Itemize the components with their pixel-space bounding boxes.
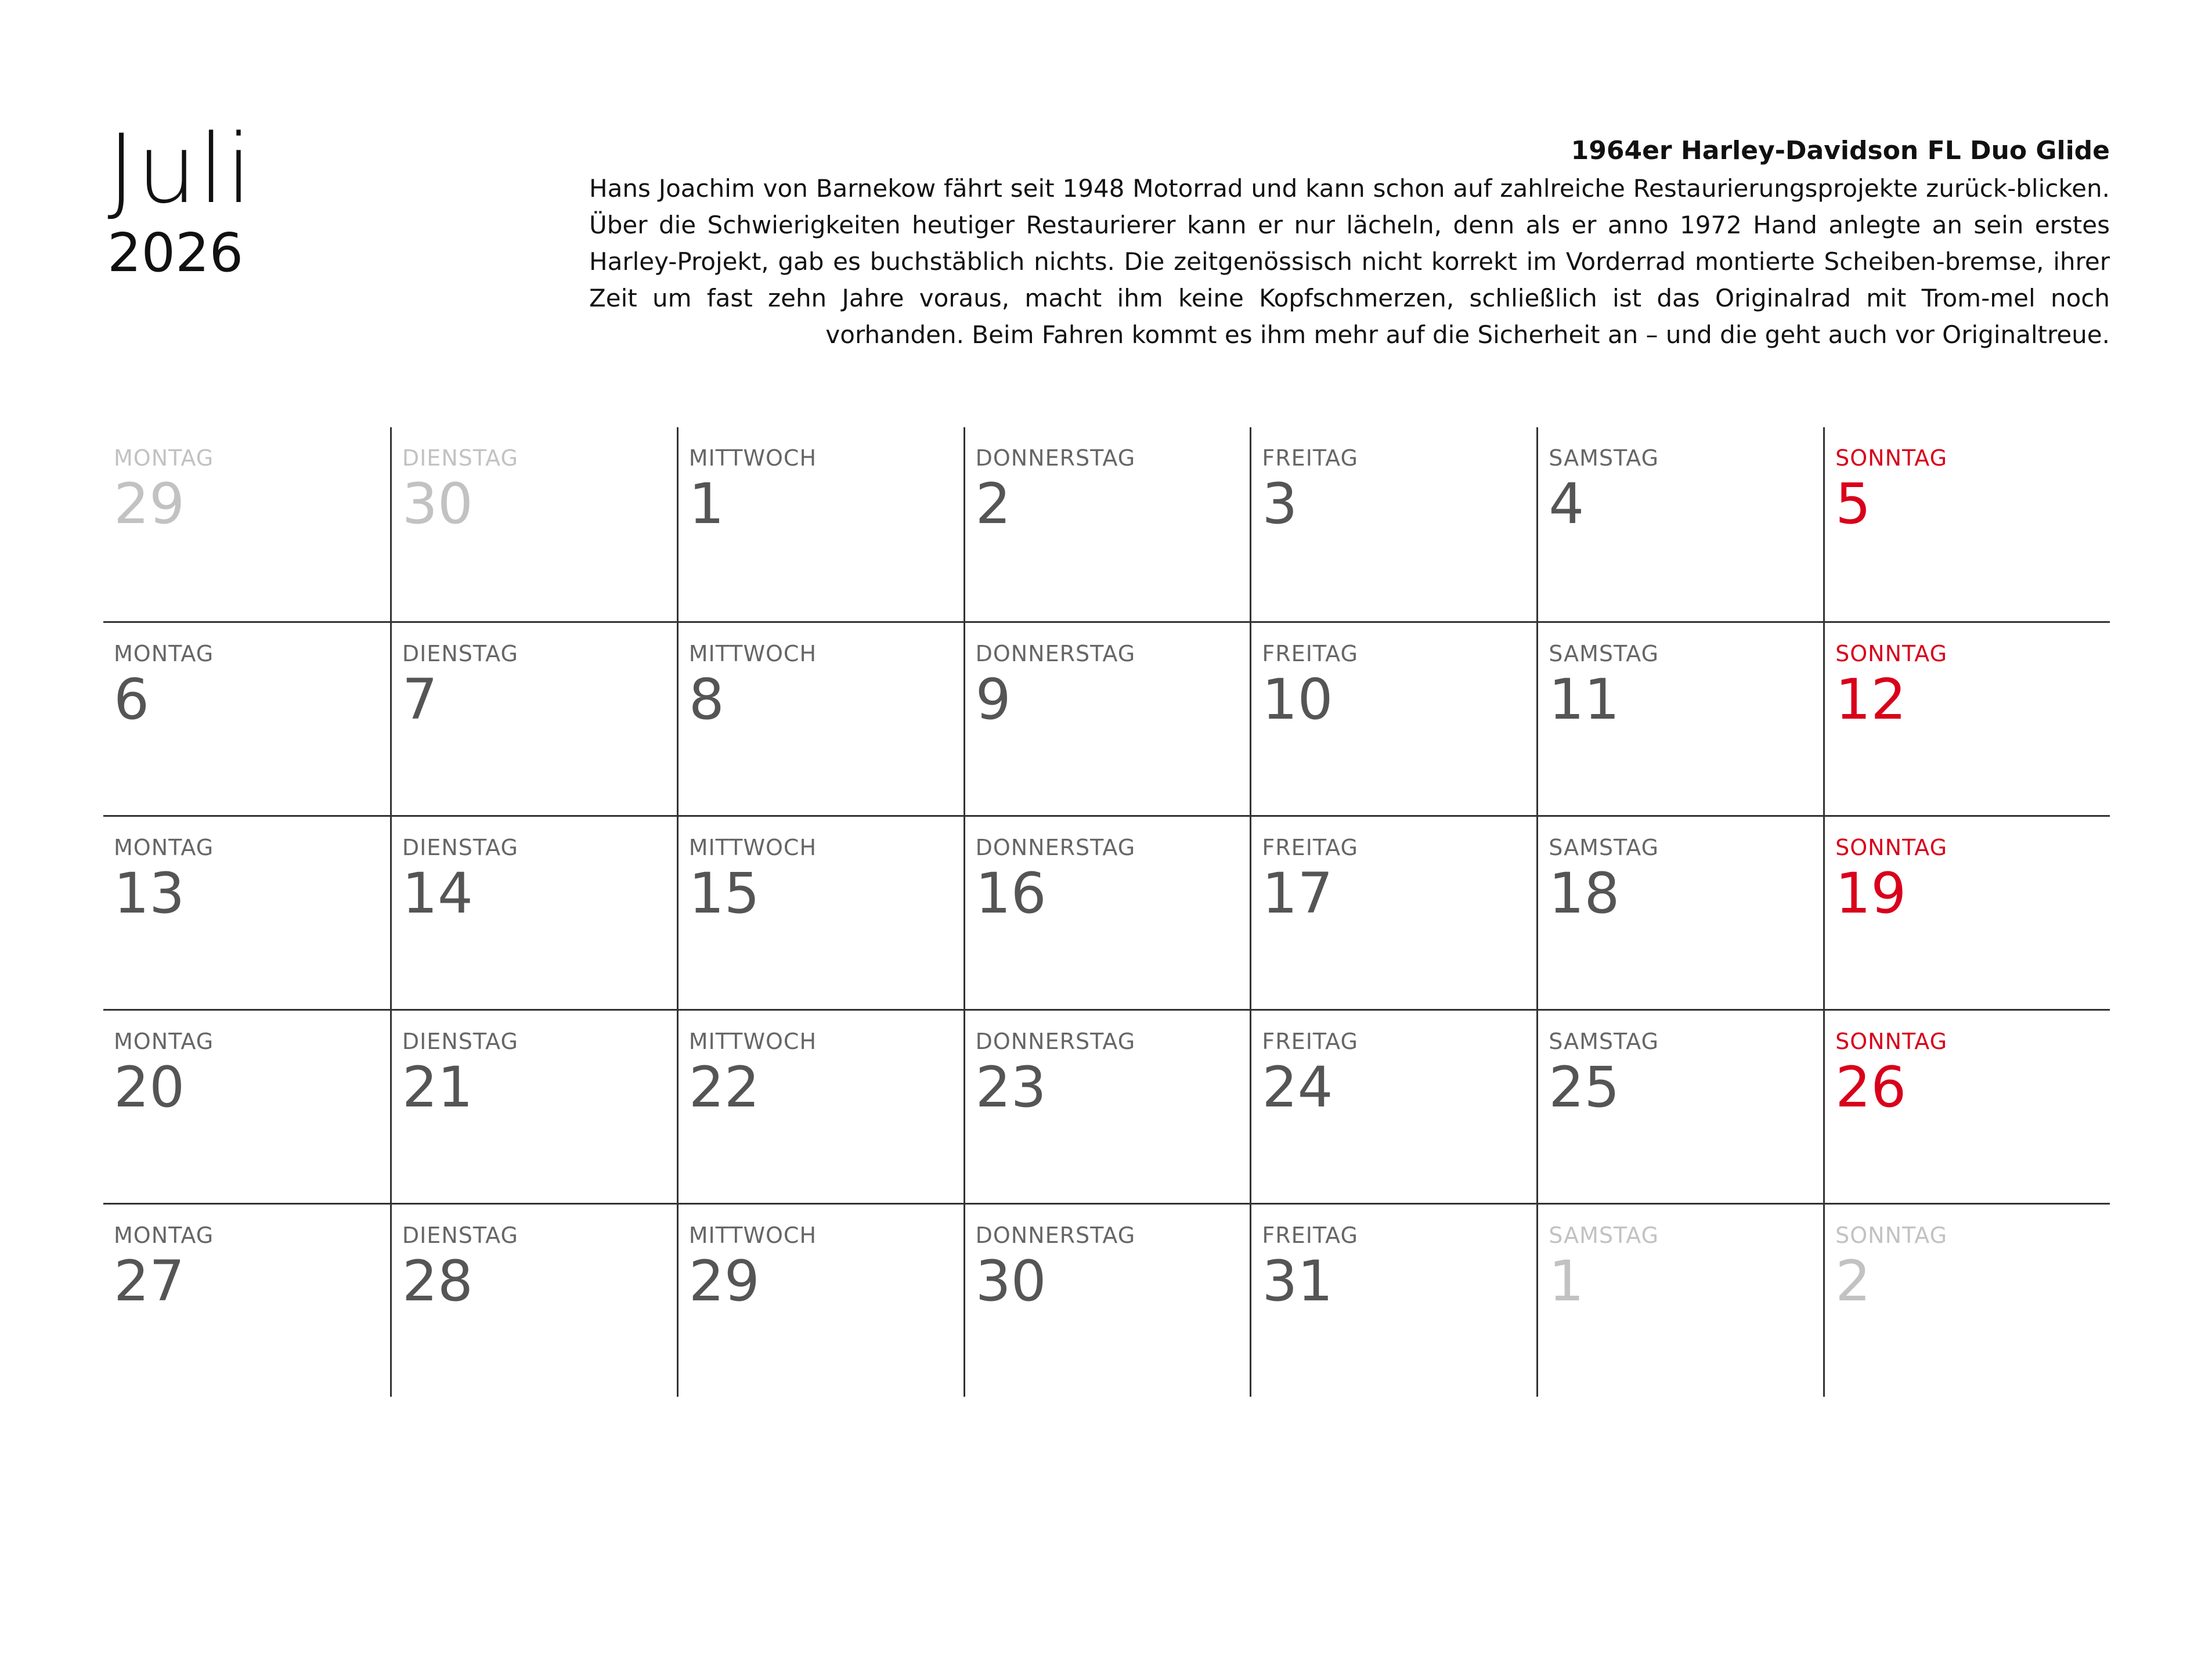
day-name: MONTAG	[114, 445, 214, 471]
day-name: DIENSTAG	[402, 835, 518, 860]
day-cell[interactable]	[1250, 1009, 1536, 1203]
day-cell[interactable]	[390, 427, 677, 621]
day-cell[interactable]	[103, 621, 390, 815]
day-cell[interactable]	[1536, 815, 1823, 1009]
day-name: MONTAG	[114, 835, 214, 860]
day-cell[interactable]	[1823, 1009, 2110, 1203]
day-name: MITTWOCH	[688, 445, 817, 471]
day-name: DONNERSTAG	[975, 835, 1136, 860]
day-cell[interactable]	[964, 427, 1250, 621]
day-name: SONNTAG	[1835, 641, 1948, 666]
day-cell[interactable]	[677, 815, 964, 1009]
day-name: DONNERSTAG	[975, 641, 1136, 666]
day-name: MITTWOCH	[688, 1223, 817, 1248]
day-number: 2	[975, 471, 1011, 536]
day-name: SAMSTAG	[1549, 1029, 1659, 1054]
day-number: 29	[114, 471, 185, 536]
day-cell[interactable]	[1250, 815, 1536, 1009]
day-name: SAMSTAG	[1549, 445, 1659, 471]
day-number: 28	[402, 1249, 473, 1314]
day-number: 21	[402, 1055, 473, 1120]
day-name: MONTAG	[114, 1223, 214, 1248]
day-name: DONNERSTAG	[975, 445, 1136, 471]
day-cell[interactable]	[390, 1203, 677, 1397]
day-number: 15	[688, 861, 760, 926]
day-cell[interactable]	[390, 1009, 677, 1203]
day-cell[interactable]	[103, 1203, 390, 1397]
day-number: 24	[1262, 1055, 1333, 1120]
day-number: 18	[1549, 861, 1620, 926]
day-number: 6	[114, 667, 150, 732]
day-number: 16	[975, 861, 1047, 926]
day-cell[interactable]	[1823, 427, 2110, 621]
day-number: 13	[114, 861, 185, 926]
day-number: 19	[1835, 861, 1907, 926]
day-cell[interactable]	[964, 621, 1250, 815]
calendar-grid	[103, 427, 2110, 1397]
day-number: 22	[688, 1055, 760, 1120]
day-cell[interactable]	[677, 1203, 964, 1397]
day-name: FREITAG	[1262, 1029, 1358, 1054]
day-number: 17	[1262, 861, 1333, 926]
year-title: 2026	[107, 222, 244, 284]
day-name: SAMSTAG	[1549, 641, 1659, 666]
day-number: 29	[688, 1249, 760, 1314]
day-name: SONNTAG	[1835, 835, 1948, 860]
day-number: 31	[1262, 1249, 1333, 1314]
day-name: DIENSTAG	[402, 641, 518, 666]
day-number: 30	[975, 1249, 1047, 1314]
month-title: Juli	[107, 114, 254, 225]
day-number: 14	[402, 861, 473, 926]
day-number: 4	[1549, 471, 1585, 536]
day-cell[interactable]	[390, 815, 677, 1009]
day-number: 10	[1262, 667, 1333, 732]
day-name: MITTWOCH	[688, 1029, 817, 1054]
day-cell[interactable]	[1250, 1203, 1536, 1397]
day-number: 27	[114, 1249, 185, 1314]
day-number: 3	[1262, 471, 1298, 536]
day-number: 12	[1835, 667, 1907, 732]
day-name: FREITAG	[1262, 641, 1358, 666]
day-name: DIENSTAG	[402, 1223, 518, 1248]
day-name: FREITAG	[1262, 835, 1358, 860]
day-name: DONNERSTAG	[975, 1223, 1136, 1248]
day-number: 25	[1549, 1055, 1620, 1120]
day-cell[interactable]	[1823, 621, 2110, 815]
day-cell[interactable]	[103, 1009, 390, 1203]
day-name: SONNTAG	[1835, 445, 1948, 471]
day-number: 7	[402, 667, 438, 732]
day-number: 11	[1549, 667, 1620, 732]
day-cell[interactable]	[1536, 1009, 1823, 1203]
description-text: Hans Joachim von Barnekow fährt seit 1948 Motorrad und kann schon auf zahlreiche Restaurierungsprojekte zurück-blicken. Über die Schwierigkeiten heutiger Restaurierer kann er nur lächeln, denn als er anno 1972 Hand anlegte an sein erstes Harley-Projekt, gab es buchstäblich nichts. Die zeitgenössisch nicht korrekt im Vorderrad montierte Scheiben-bremse, ihrer Zeit um fast zehn Jahre voraus, macht ihm keine Kopfschmerzen, schließlich ist das Originalrad mit Trom-mel noch vorhanden. Beim Fahren kommt es ihm mehr auf die Sicherheit an – und die geht auch vor Originaltreue.	[589, 174, 2110, 349]
day-cell[interactable]	[1823, 1203, 2110, 1397]
day-name: SONNTAG	[1835, 1223, 1948, 1248]
day-cell[interactable]	[1536, 1203, 1823, 1397]
month-header	[107, 114, 254, 284]
day-cell[interactable]	[103, 427, 390, 621]
day-cell[interactable]	[964, 1203, 1250, 1397]
day-name: MITTWOCH	[688, 835, 817, 860]
day-cell[interactable]	[1250, 427, 1536, 621]
day-number: 1	[1549, 1249, 1585, 1314]
day-name: FREITAG	[1262, 445, 1358, 471]
day-cell[interactable]	[677, 621, 964, 815]
day-name: MONTAG	[114, 1029, 214, 1054]
day-name: SAMSTAG	[1549, 1223, 1659, 1248]
day-cell[interactable]	[964, 815, 1250, 1009]
day-cell[interactable]	[677, 427, 964, 621]
day-cell[interactable]	[1250, 621, 1536, 815]
day-name: SAMSTAG	[1549, 835, 1659, 860]
description-title: 1964er Harley-Davidson FL Duo Glide	[1571, 136, 2110, 165]
day-number: 26	[1835, 1055, 1907, 1120]
day-name: MITTWOCH	[688, 641, 817, 666]
day-number: 1	[688, 471, 724, 536]
day-cell[interactable]	[1823, 815, 2110, 1009]
day-name: FREITAG	[1262, 1223, 1358, 1248]
day-number: 9	[975, 667, 1011, 732]
day-name: DIENSTAG	[402, 1029, 518, 1054]
day-name: DIENSTAG	[402, 445, 518, 471]
day-cell[interactable]	[964, 1009, 1250, 1203]
day-cell[interactable]	[1536, 427, 1823, 621]
day-number: 2	[1835, 1249, 1871, 1314]
day-cell[interactable]	[677, 1009, 964, 1203]
day-cell[interactable]	[103, 815, 390, 1009]
day-number: 5	[1835, 471, 1871, 536]
day-name: SONNTAG	[1835, 1029, 1948, 1054]
day-name: MONTAG	[114, 641, 214, 666]
photo-description	[589, 135, 2110, 353]
day-number: 30	[402, 471, 473, 536]
day-number: 8	[688, 667, 724, 732]
day-cell[interactable]	[1536, 621, 1823, 815]
day-cell[interactable]	[390, 621, 677, 815]
day-name: DONNERSTAG	[975, 1029, 1136, 1054]
day-number: 23	[975, 1055, 1047, 1120]
day-number: 20	[114, 1055, 185, 1120]
